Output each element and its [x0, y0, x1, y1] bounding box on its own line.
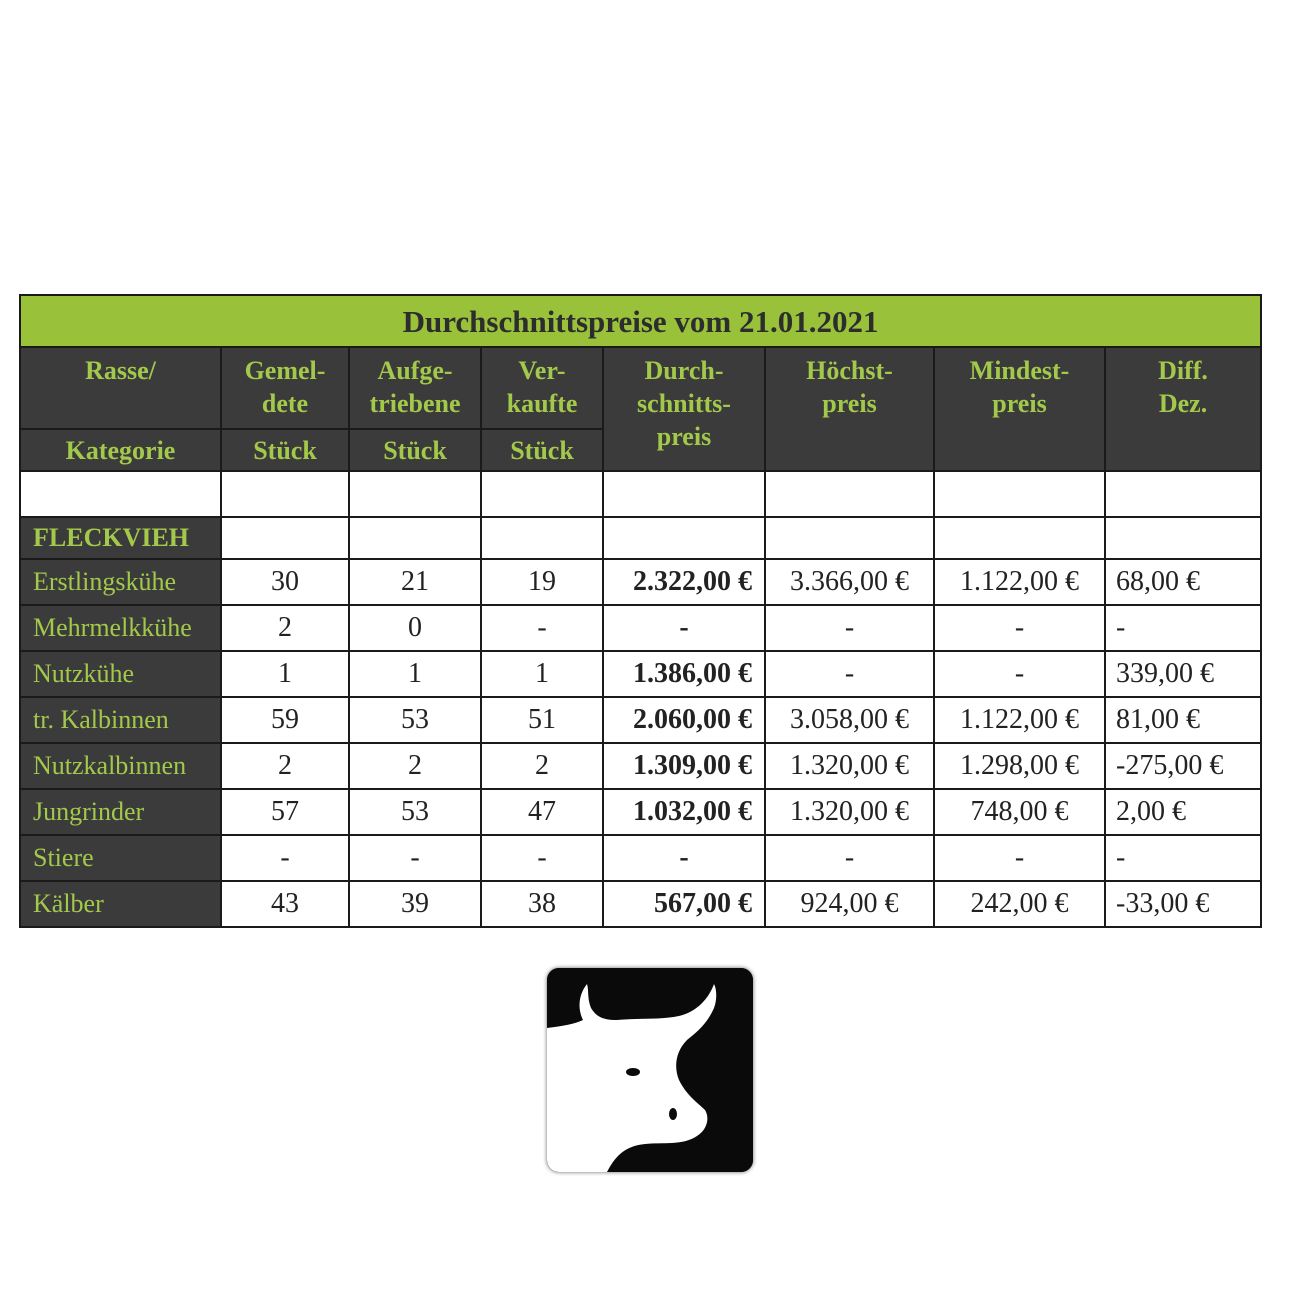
cell-durchschnitt: -	[603, 835, 765, 881]
cell-gemeldet: 1	[221, 651, 349, 697]
table-row	[20, 697, 1261, 743]
cell-gemeldet: 59	[221, 697, 349, 743]
cell-hoechst: 3.366,00 €	[765, 559, 934, 605]
cell-diff: -	[1105, 835, 1261, 881]
cell-mindest: 1.122,00 €	[934, 697, 1105, 743]
cell-mindest: 1.122,00 €	[934, 559, 1105, 605]
cell-hoechst: 1.320,00 €	[765, 743, 934, 789]
header-gemeldete: Gemel- dete	[221, 347, 349, 429]
cell-aufgetrieben: 0	[349, 605, 481, 651]
cell-diff: 68,00 €	[1105, 559, 1261, 605]
cell-aufgetrieben: 1	[349, 651, 481, 697]
cell-aufgetrieben: 21	[349, 559, 481, 605]
cell-hoechst: -	[765, 651, 934, 697]
cell-mindest: -	[934, 605, 1105, 651]
header-aufgetriebene: Aufge- triebene	[349, 347, 481, 429]
header-stueck-gemeldet: Stück	[221, 429, 349, 471]
cell-verkauft: 19	[481, 559, 603, 605]
cell-aufgetrieben: 53	[349, 697, 481, 743]
cell-verkauft: -	[481, 835, 603, 881]
row-category: Jungrinder	[20, 789, 221, 835]
cell-durchschnitt: 2.060,00 €	[603, 697, 765, 743]
cell-durchschnitt: 567,00 €	[603, 881, 765, 927]
table-row	[20, 559, 1261, 605]
cell-mindest: -	[934, 835, 1105, 881]
cell-durchschnitt: 1.032,00 €	[603, 789, 765, 835]
cell-diff: -	[1105, 605, 1261, 651]
cell-mindest: 748,00 €	[934, 789, 1105, 835]
cell-mindest: 1.298,00 €	[934, 743, 1105, 789]
cell-verkauft: 1	[481, 651, 603, 697]
cell-diff: 81,00 €	[1105, 697, 1261, 743]
price-table	[19, 294, 1262, 928]
header-diff: Diff. Dez.	[1105, 347, 1261, 471]
row-category: tr. Kalbinnen	[20, 697, 221, 743]
header-mindestpreis: Mindest- preis	[934, 347, 1105, 471]
header-rasse: Rasse/	[20, 347, 221, 429]
cell-verkauft: 51	[481, 697, 603, 743]
cell-mindest: 242,00 €	[934, 881, 1105, 927]
cell-hoechst: 1.320,00 €	[765, 789, 934, 835]
cell-gemeldet: -	[221, 835, 349, 881]
table-row	[20, 789, 1261, 835]
cell-diff: 339,00 €	[1105, 651, 1261, 697]
table-row	[20, 605, 1261, 651]
header-stueck-aufgetrieben: Stück	[349, 429, 481, 471]
cell-aufgetrieben: 53	[349, 789, 481, 835]
cell-aufgetrieben: 2	[349, 743, 481, 789]
header-verkaufte: Ver- kaufte	[481, 347, 603, 429]
cell-durchschnitt: -	[603, 605, 765, 651]
cell-gemeldet: 43	[221, 881, 349, 927]
cell-hoechst: 3.058,00 €	[765, 697, 934, 743]
cow-head-icon	[547, 968, 753, 1172]
cell-gemeldet: 57	[221, 789, 349, 835]
section-row	[20, 517, 1261, 559]
cell-aufgetrieben: -	[349, 835, 481, 881]
cell-verkauft: 47	[481, 789, 603, 835]
header-durchschnittspreis: Durch- schnitts- preis	[603, 347, 765, 471]
cell-verkauft: 2	[481, 743, 603, 789]
cell-verkauft: 38	[481, 881, 603, 927]
cell-durchschnitt: 1.309,00 €	[603, 743, 765, 789]
table-row	[20, 743, 1261, 789]
row-category: Nutzkühe	[20, 651, 221, 697]
cell-hoechst: -	[765, 835, 934, 881]
cell-verkauft: -	[481, 605, 603, 651]
cell-mindest: -	[934, 651, 1105, 697]
cell-diff: -275,00 €	[1105, 743, 1261, 789]
header-hoechstpreis: Höchst- preis	[765, 347, 934, 471]
table-row	[20, 881, 1261, 927]
row-category: Nutzkalbinnen	[20, 743, 221, 789]
cell-gemeldet: 2	[221, 605, 349, 651]
cell-diff: 2,00 €	[1105, 789, 1261, 835]
section-label: FLECKVIEH	[20, 517, 221, 559]
row-category: Erstlingskühe	[20, 559, 221, 605]
header-stueck-verkauft: Stück	[481, 429, 603, 471]
cell-durchschnitt: 1.386,00 €	[603, 651, 765, 697]
row-category: Mehrmelkkühe	[20, 605, 221, 651]
cell-gemeldet: 2	[221, 743, 349, 789]
blank-row	[20, 471, 1261, 517]
cell-gemeldet: 30	[221, 559, 349, 605]
header-kategorie: Kategorie	[20, 429, 221, 471]
cell-hoechst: -	[765, 605, 934, 651]
cell-hoechst: 924,00 €	[765, 881, 934, 927]
cell-aufgetrieben: 39	[349, 881, 481, 927]
cell-diff: -33,00 €	[1105, 881, 1261, 927]
table-row	[20, 835, 1261, 881]
row-category: Stiere	[20, 835, 221, 881]
cell-durchschnitt: 2.322,00 €	[603, 559, 765, 605]
table-row	[20, 651, 1261, 697]
table-title: Durchschnittspreise vom 21.01.2021	[20, 295, 1261, 347]
row-category: Kälber	[20, 881, 221, 927]
